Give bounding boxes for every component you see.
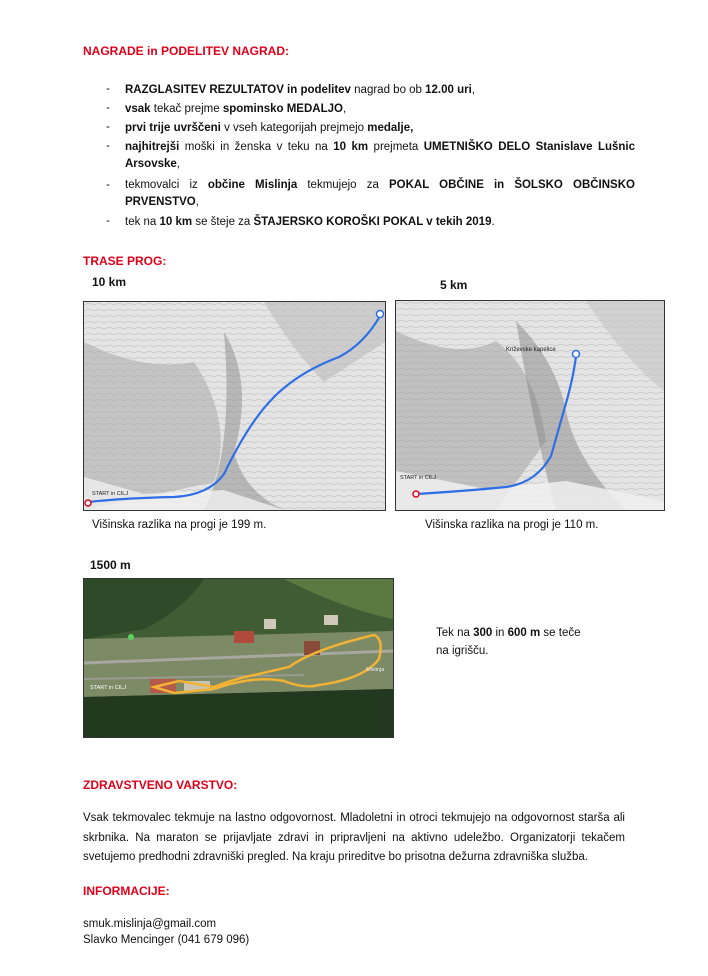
short-races-note: Tek na 300 in 600 m se teče na igrišču. — [436, 627, 581, 657]
route-5km-caption: Višinska razlika na progi je 110 m. — [425, 519, 599, 531]
bullet: - — [106, 179, 110, 191]
route-5km-start-label: START in CILJ — [400, 475, 437, 481]
route-1500m-start-label: START in CILJ — [90, 685, 127, 691]
award-item-2: vsak tekač prejme spominsko MEDALJO, — [125, 103, 347, 115]
awards-heading: NAGRADE in PODELITEV NAGRAD: — [83, 44, 290, 58]
info-email[interactable]: smuk.mislinja@gmail.com — [83, 918, 217, 930]
bullet: - — [106, 102, 110, 114]
route-10km-map — [83, 301, 386, 511]
bullet: - — [106, 83, 110, 95]
route-5km-map — [395, 300, 665, 511]
bullet: - — [106, 215, 110, 227]
route-5km-label: 5 km — [440, 278, 468, 292]
info-heading: INFORMACIJE: — [83, 884, 170, 898]
award-item-3: prvi trije uvrščeni v vseh kategorijah prejmejo medalje, — [125, 122, 414, 134]
bullet: - — [106, 140, 110, 152]
award-item-6: tek na 10 km se šteje za ŠTAJERSKO KOROŠKI POKAL v tekih 2019. — [125, 216, 495, 228]
route-10km-start-label: START in CILJ — [92, 491, 129, 497]
health-text: Vsak tekmovalec tekmuje na lastno odgovornost. Mladoletni in otroci tekmujejo na odgovornost staršа ali skrbnika. Na maraton se prijavljate zdravi in pripravljeni na aktivno udeležbo. Organizatorji tekačem svetujemo predhodni zdravniški pregled. Na kraju prireditve bo prisotna dežurna zdravniška služba. — [83, 812, 625, 863]
route-1500m-label: 1500 m — [90, 558, 131, 572]
info-contact: Slavko Mencinger (041 679 096) — [83, 934, 250, 946]
routes-heading: TRASE PROG: — [83, 254, 167, 268]
award-item-1: RAZGLASITEV REZULTATOV in podelitev nagrad bo ob 12.00 uri, — [125, 84, 476, 96]
route-10km-label: 10 km — [92, 275, 127, 289]
award-item-4: najhitrejši moški in ženska v teku na 10 km prejmeta UMETNIŠKO DELO Stanislave Lušnic Arsovske, — [125, 141, 636, 170]
award-item-5: tekmovalci iz občine Mislinja tekmujejo za POKAL OBČINE in ŠOLSKO OBČINSKO PRVENSTVO, — [125, 179, 635, 208]
bullet: - — [106, 121, 110, 133]
route-1500m-road-label: Mislinja — [366, 667, 385, 673]
route-10km-caption: Višinska razlika na progi je 199 m. — [92, 519, 267, 531]
route-5km-poi-label: Križevske kapelice — [506, 347, 556, 353]
route-1500m-map — [83, 578, 394, 738]
health-heading: ZDRAVSTVENO VARSTVO: — [83, 778, 238, 792]
